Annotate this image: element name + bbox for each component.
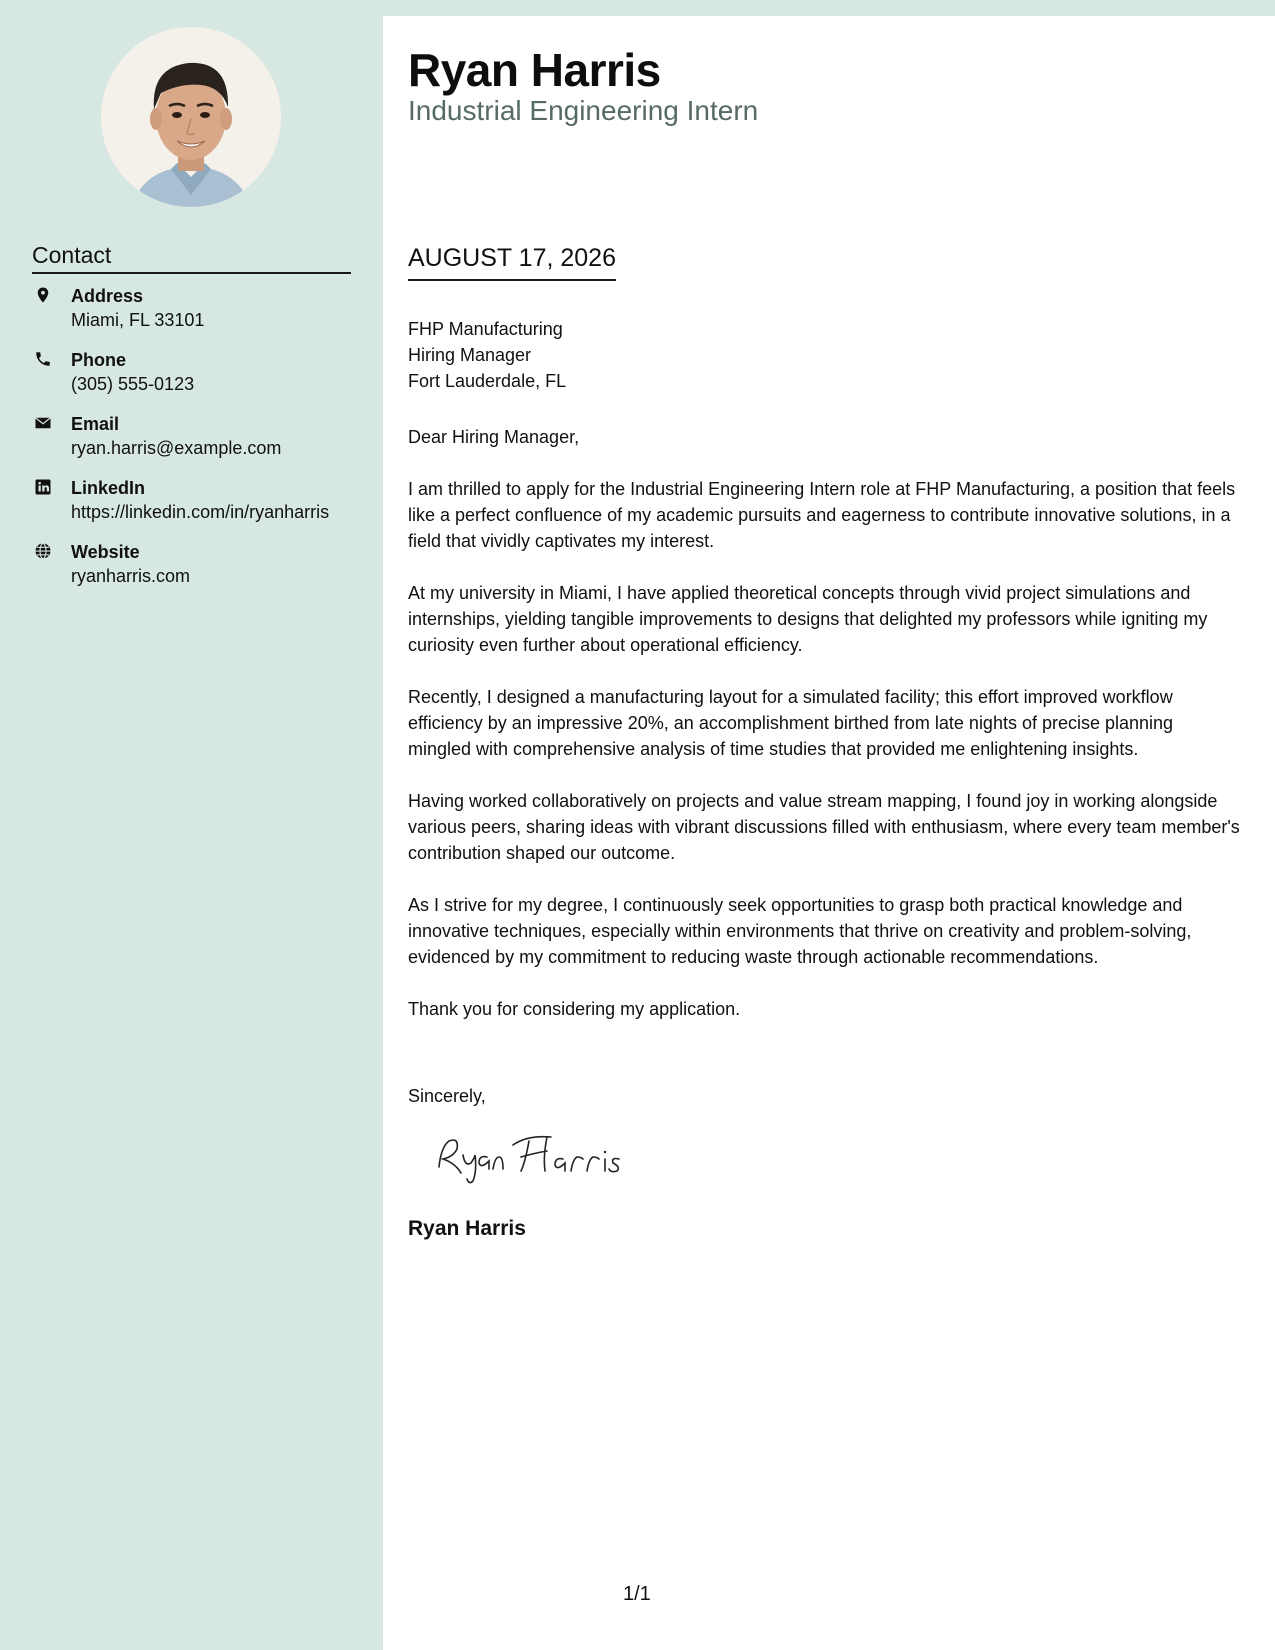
paragraph: Recently, I designed a manufacturing layout for a simulated facility; this effort improved workflow efficiency by an impressive 20%, an accomplishment birthed from late nights of precise planning mingled with comprehensive analysis of time studies that provided me enlightening insights. [408,687,1174,759]
signer-name: Ryan Harris [408,1217,526,1240]
website-value[interactable]: ryanharris.com [71,566,191,586]
handwritten-signature [431,1127,651,1187]
envelope-icon [34,414,52,432]
phone-icon [34,350,52,368]
recipient-block [408,316,566,394]
recipient-company: FHP Manufacturing [408,319,563,339]
paragraph: Thank you for considering my application. [408,999,741,1019]
recipient-location: Fort Lauderdale, FL [408,371,567,391]
contact-label: Email [71,414,120,434]
paragraph: I am thrilled to apply for the Industrial Engineering Intern role at FHP Manufacturing, a position that feels like a perfect confluence of my academic pursuits and eagerness to contribute innovative solutions, in a field that vividly captivates my interest. [408,479,1236,551]
contact-label: Website [71,542,140,562]
contact-heading: Contact [32,240,351,274]
contact-label: Address [71,286,144,306]
linkedin-value[interactable]: https://linkedin.com/in/ryanharris [71,502,330,522]
page-number: 1/1 [623,1583,651,1605]
applicant-role: Industrial Engineering Intern [408,95,759,126]
contact-label: LinkedIn [71,478,146,498]
contact-item-address [32,284,352,332]
greeting: Dear Hiring Manager, [408,427,580,447]
contact-item-website [32,540,352,588]
letter-page [383,16,1275,1650]
address-value: Miami, FL 33101 [71,310,205,330]
avatar [101,27,281,207]
contact-item-phone [32,348,352,396]
map-pin-icon [34,286,52,304]
letter-date: AUGUST 17, 2026 [408,242,616,281]
paragraph: At my university in Miami, I have applied theoretical concepts through vivid project simulations and internships, yielding tangible improvements to designs that delighted my professors while igniting my curiosity even further about operational efficiency. [408,583,1208,655]
recipient-title: Hiring Manager [408,345,532,365]
contact-list [32,284,352,604]
closing: Sincerely, [408,1086,486,1106]
contact-label: Phone [71,350,127,370]
paragraph: As I strive for my degree, I continuously seek opportunities to grasp both practical knowledge and innovative techniques, especially within environments that thrive on creativity and problem-solving, evidenced by my commitment to reducing waste through actionable recommendations. [408,895,1192,967]
linkedin-icon [34,478,52,496]
sidebar [0,0,383,1650]
paragraph: Having worked collaboratively on projects and value stream mapping, I found joy in working alongside various peers, sharing ideas with vibrant discussions filled with enthusiasm, where every team member's contribution shaped our outcome. [408,791,1240,863]
contact-item-email [32,412,352,460]
phone-value[interactable]: (305) 555-0123 [71,374,195,394]
contact-item-linkedin [32,476,352,524]
letter-body [408,424,1240,1048]
applicant-name: Ryan Harris [408,44,661,96]
email-value[interactable]: ryan.harris@example.com [71,438,282,458]
globe-icon [34,542,52,560]
